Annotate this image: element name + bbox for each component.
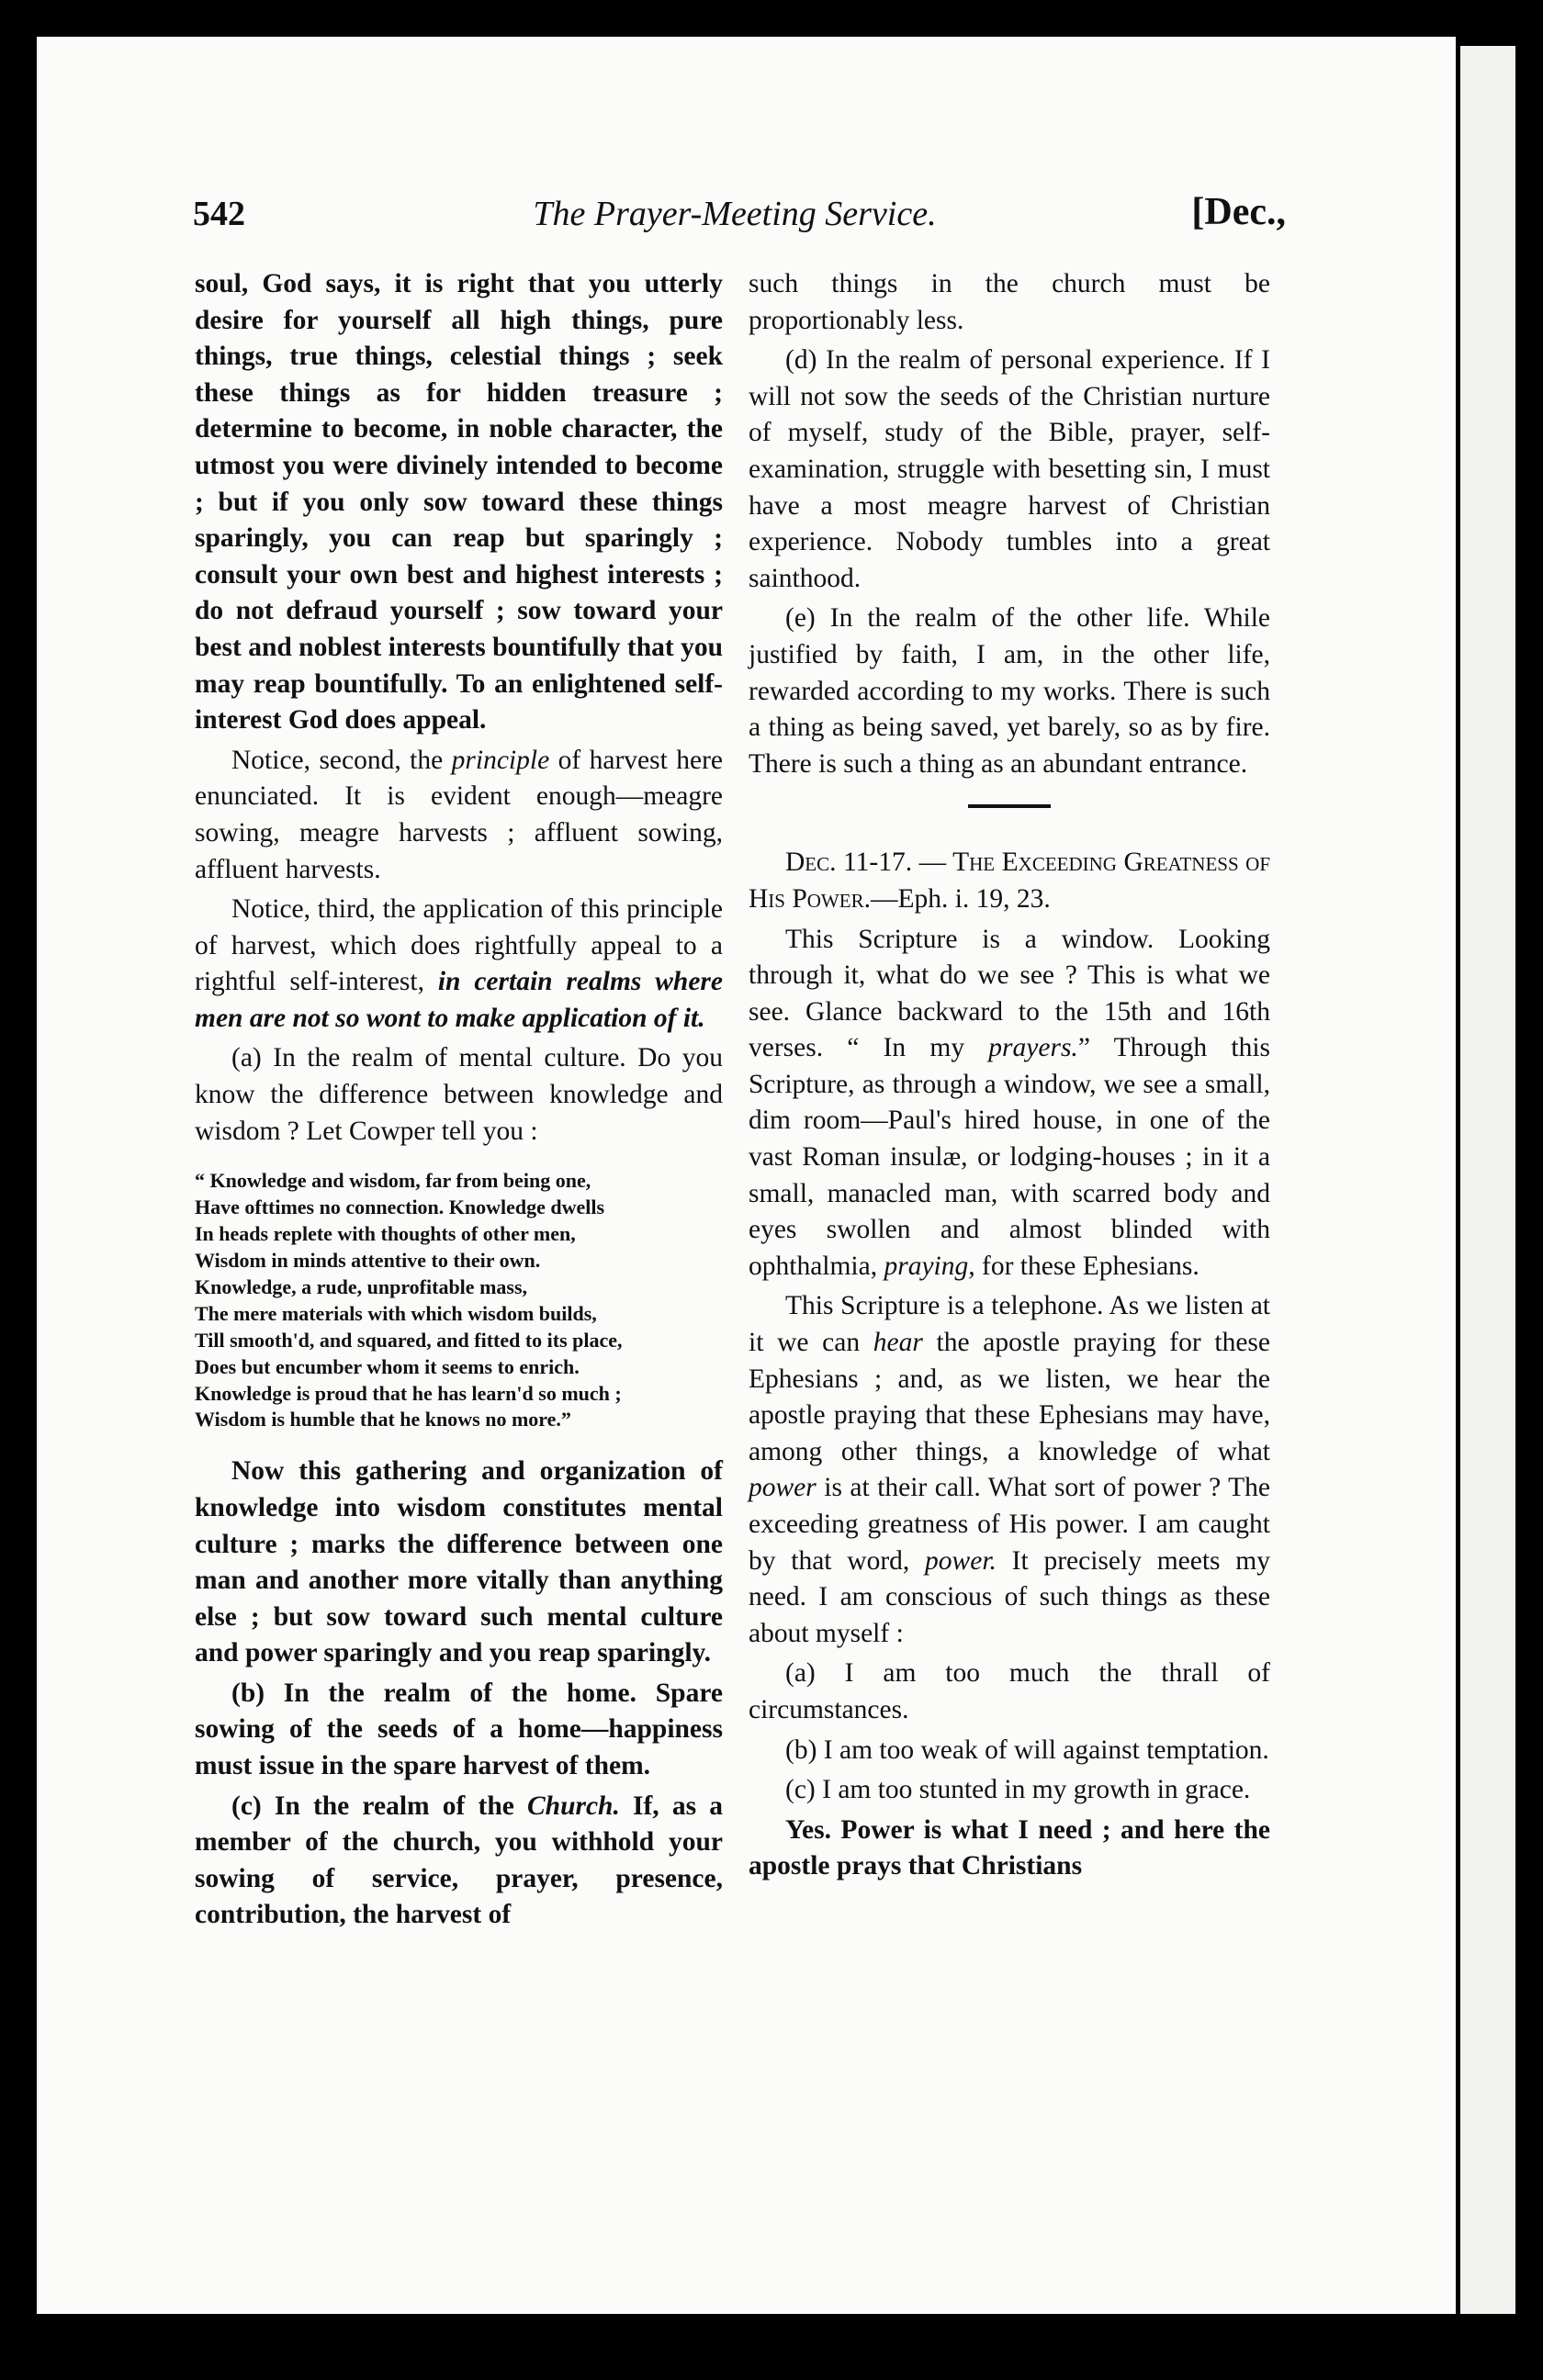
text-run: ” Through this Scripture, as through a window, we see a small, dim room—Paul's hired house, in one of the vast Roman insulæ, or lodging-houses ; in it a small, manacled man, with scarred body and eyes swollen and almost blinded with ophthalmia,: [749, 1033, 1271, 1281]
cowper-quotation: [195, 1168, 723, 1433]
paragraph: [195, 892, 723, 1037]
emphasis: power: [749, 1473, 817, 1503]
paragraph: (b) In the realm of the home. Spare sowing of the seeds of a home—happiness must issue in the spare harvest of them.: [195, 1678, 723, 1781]
emphasis: power.: [925, 1545, 997, 1576]
poem-line: Till smooth'd, and squared, and fitted to its place,: [195, 1328, 623, 1352]
emphasis: principle: [451, 745, 550, 775]
paragraph: [749, 922, 1270, 1285]
text-run: (c) In the realm of the: [231, 1791, 527, 1821]
heading-title: Dec. 11-17. — The Exceeding Greatness of His Power.: [749, 848, 1270, 914]
page-header: [193, 186, 1286, 241]
paragraph: (a) I am too much the thrall of circumstances.: [749, 1658, 1270, 1724]
running-title: The Prayer-Meeting Service.: [533, 195, 937, 233]
poem-line: Knowledge, a rude, unprofitable mass,: [195, 1274, 528, 1298]
emphasis: praying,: [884, 1251, 975, 1281]
paragraph: (d) In the realm of personal experience. If I will not sow the seeds of the Christian nurture of myself, study of the Bible, prayer, self-examination, struggle with besetting sin, I must have a most meagre harvest of Christian experience. Nobody tumbles into a great sainthood.: [749, 345, 1270, 593]
paragraph: [195, 1789, 723, 1934]
emphasis: prayers.: [988, 1033, 1078, 1063]
page-number: 542: [193, 195, 245, 233]
text-run: of harvest here enunciated. It is evident enough—meagre sowing, meagre harvests ; affluent sowing, affluent harvests.: [195, 745, 723, 884]
paragraph: (c) I am too stunted in my growth in grace.: [785, 1775, 1251, 1805]
text-run: for these Ephesians.: [974, 1251, 1199, 1281]
text-run: It precisely meets my need. I am conscious of such things as these about myself :: [749, 1545, 1270, 1648]
paragraph: [195, 743, 723, 888]
emphasis: in certain realms where men are not so wont to make application of it.: [195, 967, 723, 1033]
poem-line: In heads replete with thoughts of other men,: [195, 1222, 576, 1246]
poem-line: Does but encumber whom it seems to enrich.: [195, 1354, 580, 1378]
text-run: This Scripture is a telephone. As we listen at it we can: [749, 1291, 1270, 1358]
text-run: Notice, second, the: [231, 745, 452, 775]
poem-line: Knowledge is proud that he has learn'd so much ;: [195, 1381, 622, 1405]
poem-line: Wisdom in minds attentive to their own.: [195, 1248, 541, 1272]
paragraph: (a) In the realm of mental culture. Do you know the difference between knowledge and wisdom ? Let Cowper tell you :: [195, 1043, 723, 1146]
paragraph: (b) I am too weak of will against temptation.: [785, 1734, 1269, 1765]
poem-line: Have ofttimes no connection. Knowledge dwells: [195, 1196, 605, 1219]
paragraph: soul, God says, it is right that you utterly desire for yourself all high things, pure things, true things, celestial things ; seek these things as for hidden treasure ; determine to become, in noble character, the utmost you were divinely intended to become ; but if you only sow toward these things sparingly, you can reap but sparingly ; consult your own best and highest interests ; do not defraud yourself ; sow toward your best and noblest interests bountifully that you may reap bountifully. To an enlightened self-interest God does appeal.: [195, 269, 723, 735]
section-divider: [968, 804, 1051, 808]
paragraph: (e) In the realm of the other life. While justified by faith, I am, in the other life, rewarded according to my works. There is such a thing as being saved, yet barely, so as by fire. There is such a thing as an abundant entrance.: [749, 603, 1270, 779]
text-run: is at their call. What sort of power ? The exceeding greatness of His power. I am caught by that word,: [749, 1473, 1270, 1576]
poem-line: Wisdom is humble that he knows no more.”: [195, 1408, 571, 1431]
left-column: [195, 266, 723, 1934]
text-run: Notice, third, the application of this principle of harvest, which does rightfully appeal to a rightful self-interest,: [195, 894, 723, 997]
emphasis: Church.: [526, 1791, 620, 1821]
paragraph: Yes. Power is what I need ; and here the apostle prays that Christians: [749, 1814, 1270, 1881]
text-run: If, as a member of the church, you withhold your sowing of service, prayer, presence, contribution, the harvest of: [195, 1791, 723, 1930]
text-run: This Scripture is a window. Looking through it, what do we see ? This is what we see. Glance backward to the 15th and 16th verses. “ In my: [749, 924, 1270, 1063]
poem-line: The mere materials with which wisdom builds,: [195, 1301, 597, 1325]
poem-line: “ Knowledge and wisdom, far from being one,: [195, 1169, 591, 1193]
section-heading: [749, 845, 1270, 917]
paragraph: [749, 1288, 1270, 1652]
paragraph: Now this gathering and organization of knowledge into wisdom constitutes mental culture ; marks the difference between one man and another more vitally than anything else ; but sow toward such mental culture and power sparingly and you reap sparingly.: [195, 1456, 723, 1668]
emphasis: hear: [873, 1328, 923, 1358]
right-column: [749, 266, 1270, 1885]
running-month: [Dec.,: [1191, 191, 1286, 233]
text-run: the apostle praying for these Ephesians ; and, as we listen, we hear the apostle praying that these Ephesians may have, among other things, a knowledge of what: [749, 1328, 1270, 1466]
heading-reference: —Eph. i. 19, 23.: [870, 883, 1051, 914]
adjacent-page-edge: [1460, 46, 1515, 2314]
paragraph: such things in the church must be proportionably less.: [749, 269, 1270, 335]
